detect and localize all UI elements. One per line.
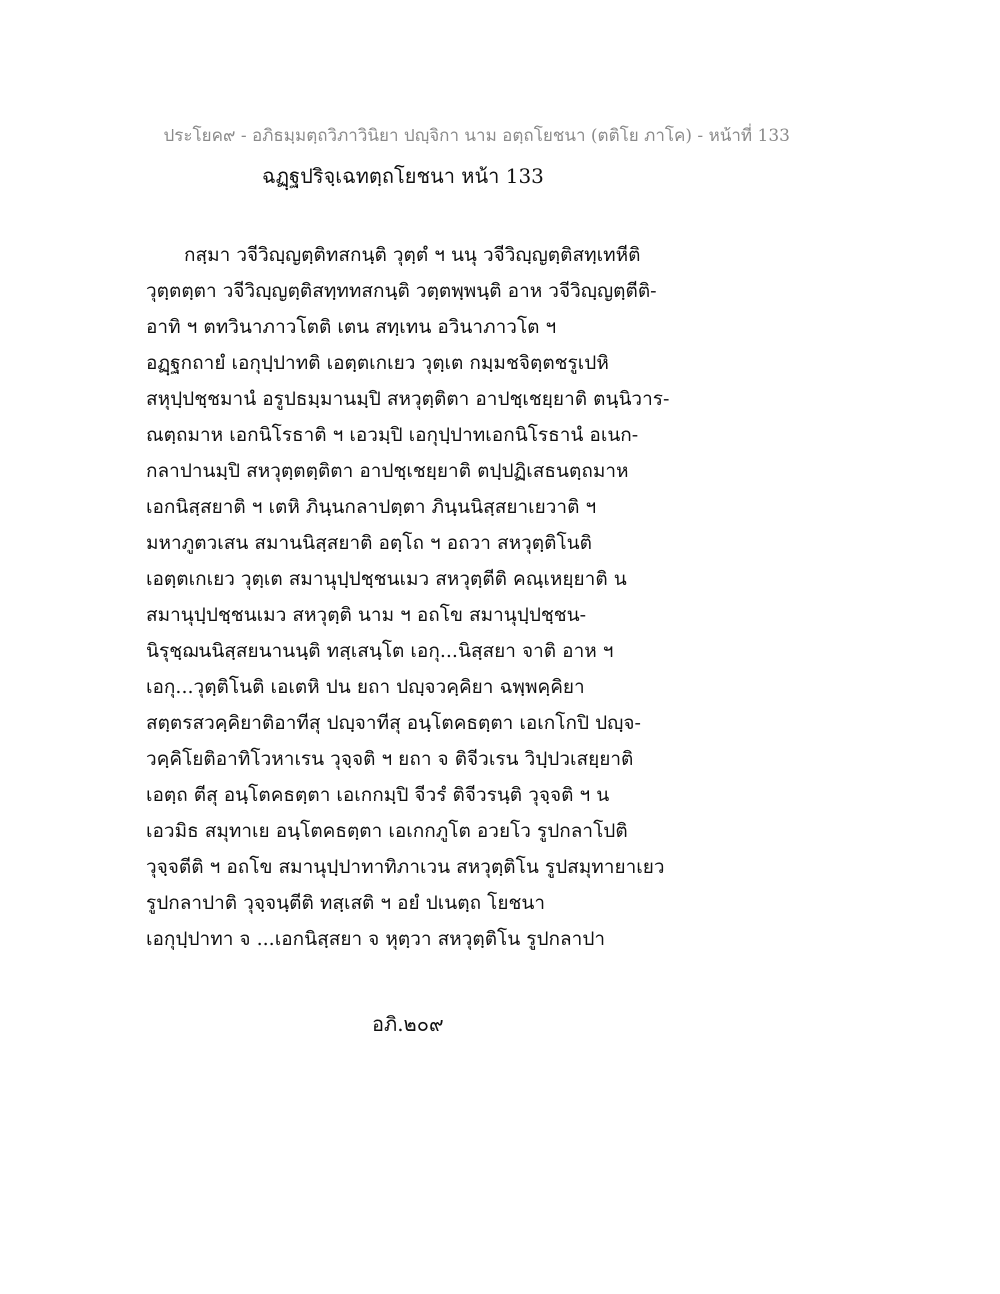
body-line: เอตฺตเกเยว วุตฺเต สมานุปฺปชฺชนเมว สหวุตฺตีติ คณฺเหยฺยาติ น (146, 568, 627, 590)
body-line: อาทิ ฯ ตทวินาภาวโตติ เตน สทฺเทน อวินาภาวโต ฯ (146, 316, 557, 338)
body-line: สมานุปฺปชฺชนเมว สหวุตฺติ นาม ฯ อถโข สมานุปฺปชฺชน- (146, 604, 587, 626)
body-line: เอกนิสฺสยาติ ฯ เตหิ ภินฺนกลาปตฺตา ภินฺนนิสฺสยาเยวาติ ฯ (146, 496, 597, 518)
body-line: วคฺคิโยติอาทิโวหาเรน วุจฺจติ ฯ ยถา จ ติจีวเรน วิปฺปวเสยฺยาติ (146, 748, 634, 770)
page-footer-reference: อภิ.๒๐๙ (372, 1012, 444, 1036)
body-line: กลาปานมฺปิ สหวุตฺตตฺติตา อาปชฺเชยฺยาติ ตปฺปฏิเสธนตฺถมาห (146, 460, 629, 482)
body-line: เอกุ...วุตฺติโนติ เอเตหิ ปน ยถา ปญฺจวคฺคิยา ฉพฺพคฺคิยา (146, 676, 585, 698)
body-line: ณตฺถมาห เอกนิโรธาติ ฯ เอวมฺปิ เอกุปฺปาทเอกนิโรธานํ อเนก- (146, 424, 639, 446)
body-line: เอวมิธ สมุทาเย อนฺโตคธตฺตา เอเกกภูโต อวยโว รูปกลาโปติ (146, 820, 628, 842)
body-text (146, 237, 706, 993)
body-line: สหุปฺปชฺชมานํ อรูปธมฺมานมฺปิ สหวุตฺติตา อาปชฺเชยฺยาติ ตนฺนิวาร- (146, 388, 670, 410)
body-line: มหาภูตวเสน สมานนิสฺสยาติ อตฺโถ ฯ อถวา สหวุตฺติโนติ (146, 532, 593, 554)
body-line: อฏฺฐกถายํ เอกุปฺปาทติ เอตฺตเกเยว วุตฺเต กมฺมชจิตฺตชรูเปหิ (146, 352, 609, 374)
body-line (146, 957, 706, 993)
section-heading: ฉฏฺฐปริจฺเฉทตฺถโยชนา หน้า 133 (262, 164, 544, 188)
body-line: นิรุชฺฌนนิสฺสยนานนฺติ ทสฺเสนฺโต เอกุ...นิสฺสยา จาติ อาห ฯ (146, 640, 614, 662)
body-line: รูปกลาปาติ วุจฺจนฺตีติ ทสฺเสติ ฯ อยํ ปเนตฺถ โยชนา (146, 892, 546, 914)
body-line: วุจฺจตีติ ฯ อถโข สมานุปฺปาทาทิภาเวน สหวุตฺติโน รูปสมุทายาเยว (146, 856, 665, 878)
body-line: สตฺตรสวคฺคิยาติอาทีสุ ปญฺจาทีสุ อนฺโตคธตฺตา เอเกโกปิ ปญฺจ- (146, 712, 641, 734)
body-line: เอกุปฺปาทา จ ...เอกนิสฺสยา จ หุตฺวา สหวุตฺติโน รูปกลาปา (146, 928, 606, 950)
running-header: ประโยค๙ - อภิธมฺมตฺถวิภาวินิยา ปญฺจิกา นาม อตฺถโยชนา (ตติโย ภาโค) - หน้าที่ 133 (163, 126, 790, 146)
body-line: กสฺมา วจีวิญฺญตฺติทสกนฺติ วุตฺตํ ฯ นนุ วจีวิญฺญตฺติสทฺเทหีติ (184, 244, 641, 266)
body-line: วุตฺตตฺตา วจีวิญฺญตฺติสทฺททสกนฺติ วตฺตพฺพนฺติ อาห วจีวิญฺญตฺตีติ- (146, 280, 657, 302)
body-line: เอตฺถ ตีสุ อนฺโตคธตฺตา เอเกกมฺปิ จีวรํ ติจีวรนฺติ วุจฺจติ ฯ น (146, 784, 610, 806)
